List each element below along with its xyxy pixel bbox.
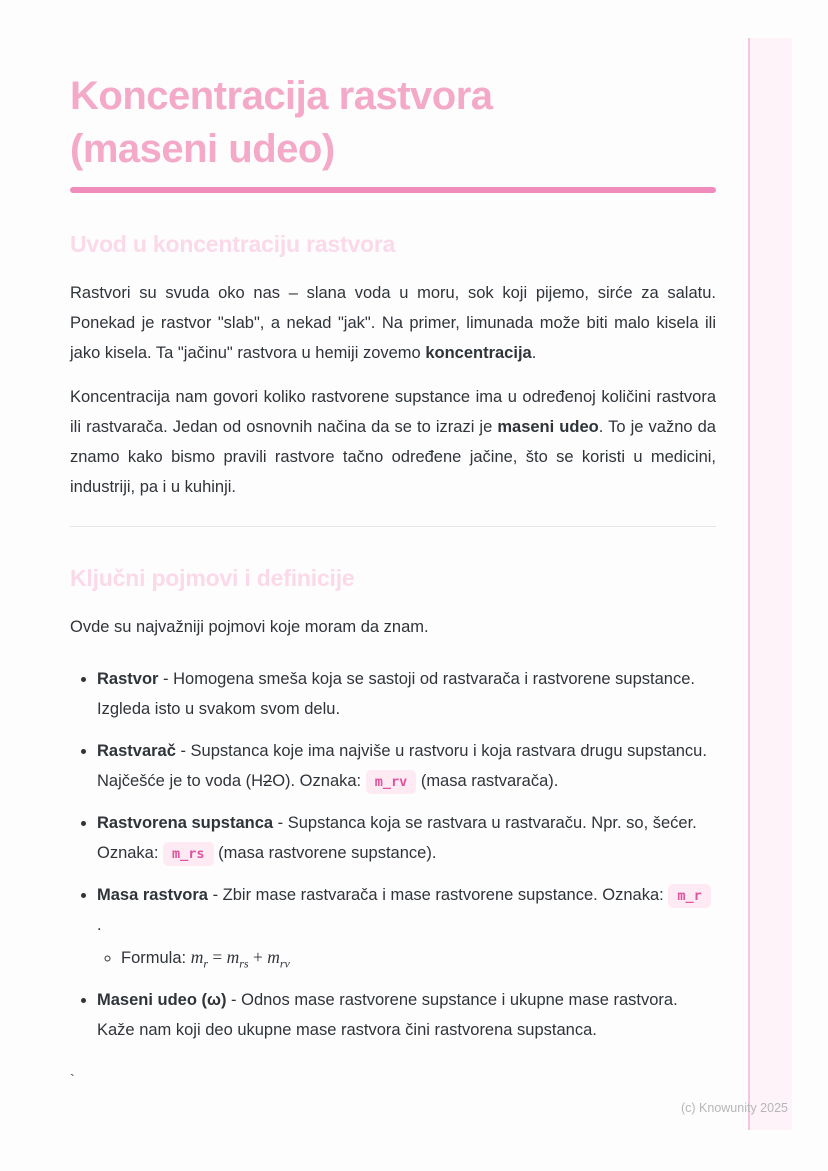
math-fragment: + <box>248 947 268 967</box>
text-run: - Supstanca koja se rastvara u rastvaraču. Npr. so, šećer. Oznaka: <box>97 814 697 862</box>
math-fragment: r <box>203 956 208 971</box>
bold-term: Maseni udeo (ω) <box>97 991 227 1009</box>
bold-term: Rastvor <box>97 670 159 688</box>
section-heading-intro: Uvod u koncentraciju rastvora <box>70 231 396 257</box>
document-content <box>70 0 716 1087</box>
text-run: 2 <box>263 772 273 790</box>
text-run: . To je važno da znamo kako bismo pravili rastvore tačno određene jačine, što se koristi u medicini, industriji, pa i u kuhinji. <box>70 418 716 496</box>
text-run: . <box>531 344 537 362</box>
intro-paragraph-1 <box>70 278 716 368</box>
text-run: - Odnos mase rastvorene supstance i ukupne mase rastvora. Kaže nam koji deo ukupne mase rastvora čini rastvorena supstanca. <box>97 991 678 1039</box>
math-fragment: rs <box>239 956 249 971</box>
bold-term: Rastvorena supstanca <box>97 814 274 832</box>
bold-term: Masa rastvora <box>97 886 208 904</box>
text-run: O). Oznaka: <box>272 772 366 790</box>
math-fragment: = <box>208 947 227 967</box>
text-run: - Homogena smeša koja se sastoji od rastvarača i rastvorene supstance. Izgleda isto u svakom svom delu. <box>97 670 695 718</box>
text-run: Rastvori su svuda oko nas – slana voda u moru, sok koji pijemo, sirće za salatu. Ponekad je rastvor "slab", a nekad "jak". Na primer, limunada može biti malo kisela ili jako kisela. Ta "jačinu" rastvora u hemiji zovemo <box>70 284 716 362</box>
footer-credit: (c) Knowunity 2025 <box>680 1101 788 1115</box>
term-list-item <box>97 880 716 973</box>
term-list-item <box>97 664 716 724</box>
math-fragment: m <box>190 947 204 967</box>
term-list-item <box>97 985 716 1045</box>
bold-term: koncentracija <box>425 344 532 362</box>
bold-term: Rastvarač <box>97 742 176 760</box>
formula-sub-list <box>97 942 716 973</box>
inline-code-badge: m_r <box>668 884 710 908</box>
title-accent-rule <box>70 187 716 193</box>
text-run: - Zbir mase rastvarača i mase rastvorene supstance. Oznaka: <box>207 886 669 904</box>
page-title-line1: Koncentracija rastvora <box>70 74 493 118</box>
page-title-line2: (maseni udeo) <box>70 127 335 171</box>
text-run: Koncentracija nam govori koliko rastvorene supstance ima u određenoj količini rastvora ili rastvarača. Jedan od osnovnih načina da se to izrazi je <box>70 388 716 436</box>
inline-code-badge: m_rv <box>366 770 417 794</box>
math-fragment: m <box>226 947 240 967</box>
math-fragment: m <box>267 947 280 967</box>
stray-backtick-character: ` <box>70 1071 75 1087</box>
text-run: Formula: <box>121 949 191 967</box>
text-run: . <box>97 916 102 934</box>
inline-code-badge: m_rs <box>163 842 214 866</box>
terms-list <box>70 664 716 1045</box>
math-fragment: rv <box>279 956 290 971</box>
intro-paragraph-2 <box>70 382 716 502</box>
page-title <box>70 70 716 176</box>
text-run: (masa rastvorene supstance). <box>213 844 437 862</box>
formula-item <box>121 942 716 973</box>
section-heading-terms: Ključni pojmovi i definicije <box>70 565 355 591</box>
term-list-item <box>97 808 716 868</box>
terms-lead-paragraph: Ovde su najvažniji pojmovi koje moram da znam. <box>70 618 429 636</box>
text-run: (masa rastvarača). <box>416 772 559 790</box>
term-list-item <box>97 736 716 796</box>
decorative-side-strip <box>748 38 792 1130</box>
text-run: - Supstanca koje ima najviše u rastvoru i koja rastvara drugu supstancu. Najčešće je to voda (H <box>97 742 707 790</box>
bold-term: maseni udeo <box>497 418 599 436</box>
section-divider <box>70 526 716 527</box>
